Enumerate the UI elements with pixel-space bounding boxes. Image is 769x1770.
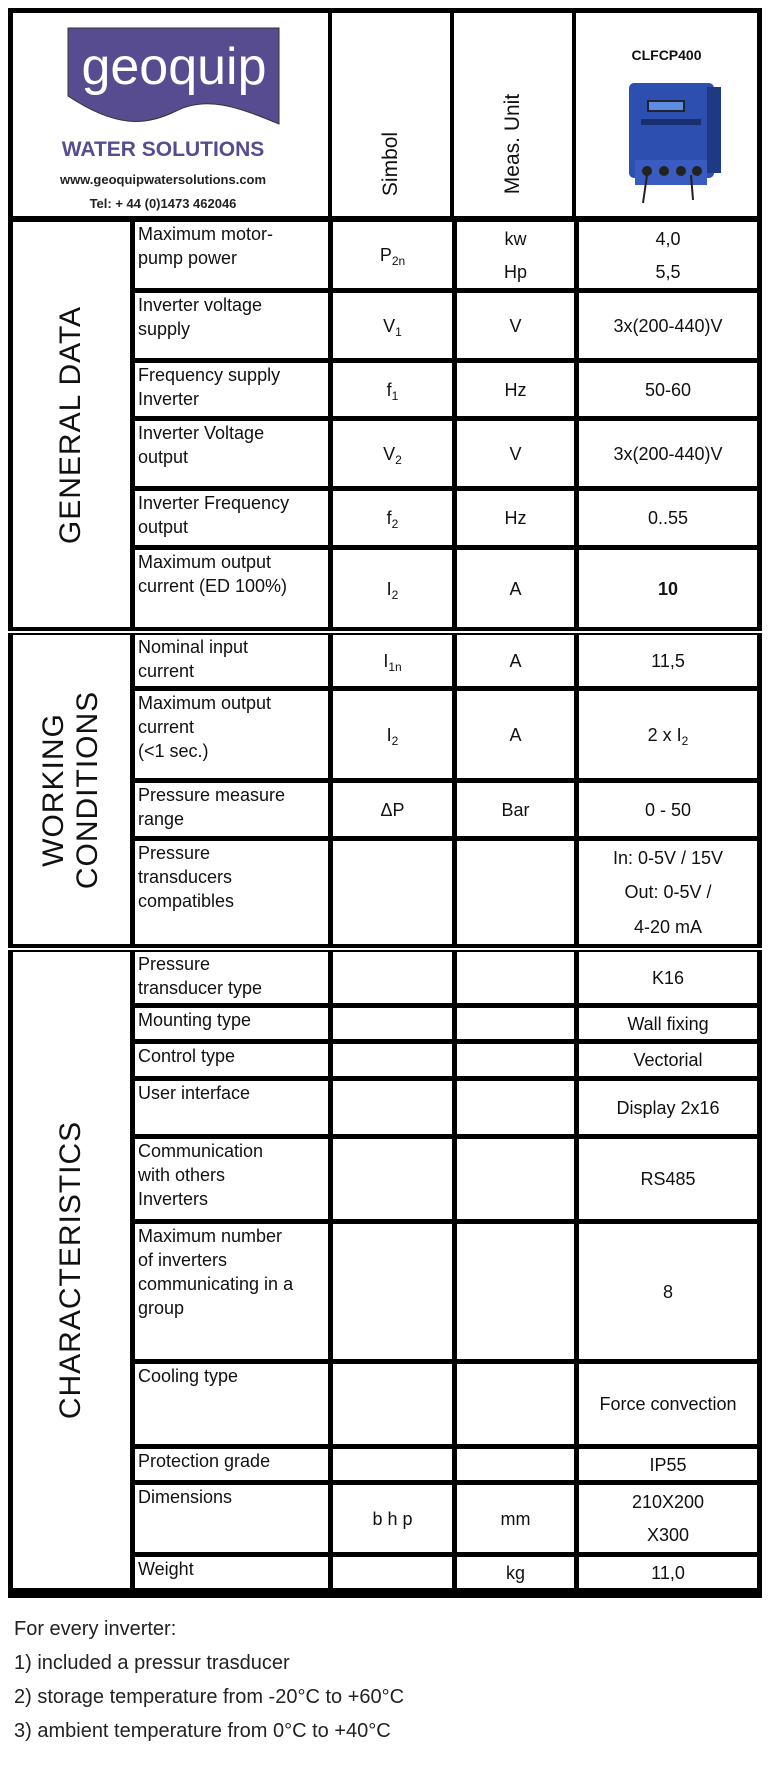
row-value [579,1044,757,1076]
row-unit [457,1485,574,1552]
row-symbol [333,1449,452,1480]
value-text: 210X200 [631,1491,705,1512]
row-symbol [333,1557,452,1588]
value-text: 11,5 [651,650,685,671]
value [651,1561,685,1585]
row-symbol [333,222,452,288]
note-item: 2) storage temperature from -20°C to +60°C [14,1686,405,1708]
value-text: In: 0-5V / 15V [612,848,724,869]
logo-cell [13,13,328,216]
symbol-subscript: 1 [391,388,399,403]
value [613,442,722,466]
value-text: 2 x I [647,724,682,745]
row-unit [457,1449,574,1480]
row-unit [457,363,574,416]
value [647,1523,689,1547]
row-symbol [333,691,452,778]
row-label: Inverter Frequency output [135,491,328,545]
note-item: 3) ambient temperature from 0°C to +40°C [14,1720,391,1742]
section-title: WORKING CONDITIONS [37,690,105,889]
row-symbol [333,1008,452,1039]
unit-text: V [509,315,522,336]
row-label: Inverter Voltage output [135,421,328,486]
svg-text:geoquip: geoquip [81,38,267,96]
row-unit [457,841,574,944]
value [658,577,678,601]
row-value [579,691,757,778]
unit [509,442,521,466]
value [640,1167,695,1191]
symbol-header-text: Simbol [378,131,402,197]
geoquip-logo [66,26,281,126]
row-symbol [333,783,452,836]
row-label: Mounting type [135,1008,328,1039]
logo-phone: Tel: + 44 (0)1473 462046 [89,196,237,211]
row-label: Frequency supply Inverter [135,363,328,416]
unit [505,378,527,402]
row-label: Nominal input current [135,635,328,686]
row-value [579,222,757,288]
value-text: Vectorial [633,1050,703,1070]
row-symbol [333,635,452,686]
section-title: GENERAL DATA [54,305,88,544]
value [648,723,689,747]
row-label: Control type [135,1044,328,1076]
symbol [383,442,402,466]
unit-text: V [509,443,522,464]
row-unit [457,222,574,288]
unit [509,649,521,673]
symbol [383,649,401,673]
value [613,314,722,338]
symbol-subscript: 2 [391,587,399,602]
row-unit [457,1081,574,1134]
unit-text: Hz [504,379,527,400]
row-unit [457,1008,574,1039]
value-text: X300 [646,1525,690,1546]
row-unit [457,1364,574,1444]
section-divider [8,948,762,950]
symbol-text: I [386,578,392,599]
value-text: Force convection [599,1394,737,1414]
unit-text: mm [500,1508,531,1529]
value-text: Wall fixing [627,1013,709,1034]
row-unit [457,783,574,836]
symbol-text: f [386,379,392,400]
symbol-subscript: 2 [391,517,399,531]
row-label: Maximum number of inverters communicating in a group [135,1224,328,1359]
unit-header-text: Meas. Unit [501,93,524,195]
unit-text: A [509,578,522,599]
row-unit [457,1044,574,1076]
row-value [579,1081,757,1134]
symbol [387,577,399,601]
row-unit [457,1224,574,1359]
row-value [579,1364,757,1444]
row-unit [457,635,574,686]
value-text: 0 - 50 [644,799,692,820]
unit-text: Hp [503,261,527,282]
unit-header [454,13,572,216]
row-symbol [333,1081,452,1134]
symbol [383,314,402,338]
row-label: Inverter voltage supply [135,293,328,358]
unit-text: kw [504,228,527,249]
row-value [579,363,757,416]
row-value [579,491,757,545]
row-symbol [333,1364,452,1444]
section-label [13,222,130,627]
unit [509,577,521,601]
value-text: Display 2x16 [616,1097,720,1118]
row-value [579,1224,757,1359]
row-unit [457,1139,574,1219]
model-name: CLFCP400 [631,47,702,63]
unit-text: Bar [501,799,530,820]
value-text: 3x(200-440)V [613,315,723,336]
value-text: 10 [657,578,679,599]
row-unit [457,421,574,486]
symbol-subscript: 1n [388,659,402,674]
note-item: 1) included a pressur trasducer [14,1652,290,1674]
symbol-text: b h p [372,1508,413,1529]
value-text: 50-60 [644,379,692,400]
value [651,649,685,673]
row-value [579,421,757,486]
row-value [579,783,757,836]
symbol-text: V [383,443,396,464]
symbol-subscript: 2 [391,733,399,748]
row-symbol [333,1485,452,1552]
value [632,1490,704,1514]
symbol-text: I [383,650,389,671]
row-value [579,1008,757,1039]
value-text: 0..55 [647,508,689,528]
row-label: User interface [135,1081,328,1134]
row-value [579,550,757,627]
row-symbol [333,1139,452,1219]
row-symbol [333,841,452,944]
value [645,798,691,822]
unit [509,723,521,747]
row-label: Cooling type [135,1364,328,1444]
row-symbol [333,491,452,545]
row-value [579,1557,757,1588]
value-text: 4-20 mA [633,916,703,937]
row-symbol [333,293,452,358]
symbol-text: P [379,245,392,265]
spec-table [8,8,762,1598]
symbol [387,506,399,530]
row-label: Pressure measure range [135,783,328,836]
notes-title: For every inverter: [14,1618,177,1640]
value [627,1012,708,1036]
value [599,1392,736,1416]
row-symbol [333,363,452,416]
value [624,880,711,904]
unit [505,227,527,251]
unit-text: A [509,724,522,745]
symbol-text: f [386,508,392,528]
symbol-text: V [383,315,396,336]
unit [501,798,529,822]
row-value [579,841,757,944]
unit-text: Hz [504,508,527,528]
value [645,378,691,402]
logo-tagline: WATER SOLUTIONS [61,138,265,161]
unit [501,1507,531,1531]
value-text: RS485 [640,1169,696,1189]
inverter-product-image [609,75,729,205]
section-label [13,952,130,1588]
symbol-text: ΔP [380,799,405,820]
unit [509,314,521,338]
section-divider [8,631,762,633]
unit-text: kg [505,1562,525,1583]
symbol [387,723,399,747]
model-cell [576,13,757,216]
symbol-text: I [386,724,392,745]
row-unit [457,491,574,545]
row-value [579,635,757,686]
unit [505,506,527,530]
row-value [579,1485,757,1552]
row-symbol [333,421,452,486]
value-text: 4,0 [655,228,681,249]
value [663,1280,673,1304]
section-label [13,635,130,944]
row-label: Communication with others Inverters [135,1139,328,1219]
symbol [372,1507,412,1531]
value [649,1453,686,1477]
row-unit [457,550,574,627]
value-text: Out: 0-5V / [624,882,712,903]
unit [504,260,527,284]
row-label: Pressure transducers compatibles [135,841,328,944]
value [648,506,688,530]
row-symbol [333,952,452,1003]
section-title: CHARACTERISTICS [54,1120,88,1420]
row-symbol [333,550,452,627]
row-value [579,1449,757,1480]
row-label: Maximum output current (<1 sec.) [135,691,328,778]
value-text: 3x(200-440)V [613,443,723,464]
value-text: 5,5 [655,261,681,282]
value [613,846,723,870]
value-subscript: 2 [681,733,689,748]
row-unit [457,691,574,778]
row-label: Weight [135,1557,328,1588]
value-text: 11,0 [651,1562,685,1583]
symbol [387,378,399,402]
row-label: Protection grade [135,1449,328,1480]
row-unit [457,952,574,1003]
row-symbol [333,1224,452,1359]
value-text: IP55 [649,1454,687,1475]
row-label: Maximum motor- pump power [135,222,328,288]
row-value [579,1139,757,1219]
value [616,1096,719,1120]
row-label: Dimensions [135,1485,328,1552]
row-unit [457,293,574,358]
logo-website: www.geoquipwatersolutions.com [59,172,267,187]
value [634,915,702,939]
row-value [579,293,757,358]
value [655,227,680,251]
notes [14,1612,404,1748]
value-text: 8 [662,1281,673,1302]
value [633,1048,702,1072]
row-label: Maximum output current (ED 100%) [135,550,328,627]
row-value [579,952,757,1003]
value [652,966,684,990]
value [655,260,680,284]
symbol-subscript: 2 [395,452,402,467]
symbol [380,798,404,822]
symbol [380,243,405,267]
symbol-subscript: 2n [391,254,406,268]
row-label: Pressure transducer type [135,952,328,1003]
row-unit [457,1557,574,1588]
symbol-subscript: 1 [395,324,402,339]
unit-text: A [509,650,522,671]
symbol-header [332,13,450,216]
unit [506,1561,525,1585]
row-symbol [333,1044,452,1076]
value-text: K16 [651,967,685,988]
